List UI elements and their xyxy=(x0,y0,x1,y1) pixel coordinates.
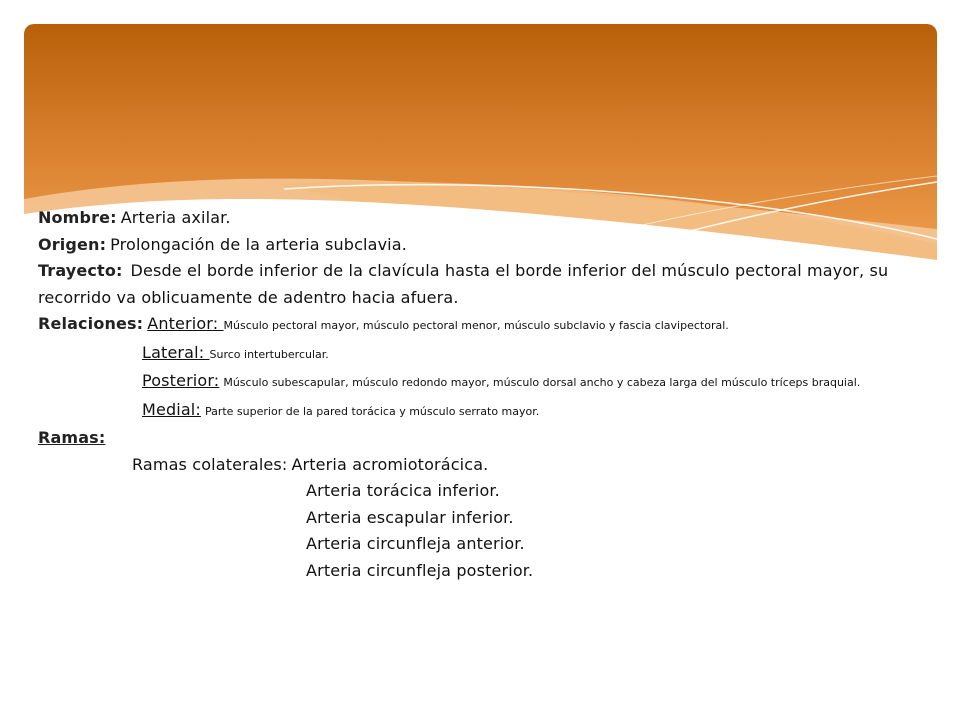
relaciones-posterior-line xyxy=(38,368,953,397)
ramas-line xyxy=(38,425,953,452)
origen-line xyxy=(38,232,953,259)
rama-item-line xyxy=(38,558,953,585)
lateral-label: Lateral: xyxy=(142,342,210,362)
rama-item-line xyxy=(38,531,953,558)
posterior-label: Posterior: xyxy=(142,371,220,390)
nombre-line xyxy=(38,205,953,232)
lateral-value: Surco intertubercular. xyxy=(209,347,329,361)
origen-value: Prolongación de la arteria subclavia. xyxy=(110,234,407,254)
nombre-value: Arteria axilar. xyxy=(120,208,231,227)
rama-item: Arteria torácica inferior. xyxy=(306,481,500,500)
rama-item: Arteria circunfleja anterior. xyxy=(306,534,525,553)
ramas-label: Ramas: xyxy=(38,428,106,447)
anterior-value: Músculo pectoral mayor, músculo pectoral menor, músculo subclavio y fascia clavipectoral. xyxy=(223,319,729,332)
ramas-colaterales-label: Ramas colaterales: xyxy=(132,454,288,474)
medial-label: Medial: xyxy=(142,399,201,419)
origen-label: Origen: xyxy=(38,234,107,254)
trayecto-label: Trayecto: xyxy=(38,261,123,280)
relaciones-lateral-line xyxy=(38,340,953,369)
trayecto-line xyxy=(38,258,953,311)
rama-item-line xyxy=(38,505,953,532)
ramas-colaterales-line xyxy=(38,452,953,479)
anterior-label: Anterior: xyxy=(147,314,224,333)
medial-value: Parte superior de la pared torácica y músculo serrato mayor. xyxy=(204,404,540,418)
posterior-value: Músculo subescapular, músculo redondo mayor, músculo dorsal ancho y cabeza larga del músculo tríceps braquial. xyxy=(223,376,861,389)
rama-item: Arteria acromiotorácica. xyxy=(291,454,489,474)
nombre-label: Nombre: xyxy=(38,208,117,227)
rama-item-line xyxy=(38,478,953,505)
relaciones-medial-line xyxy=(38,397,953,426)
relaciones-anterior-line xyxy=(38,311,953,340)
slide-content xyxy=(38,205,953,584)
relaciones-label: Relaciones: xyxy=(38,314,144,333)
rama-item: Arteria circunfleja posterior. xyxy=(306,560,534,580)
trayecto-value: Desde el borde inferior de la clavícula hasta el borde inferior del músculo pectoral mayor, su recorrido va oblicuamente de adentro hacia afuera. xyxy=(38,261,889,307)
rama-item: Arteria escapular inferior. xyxy=(306,507,514,527)
